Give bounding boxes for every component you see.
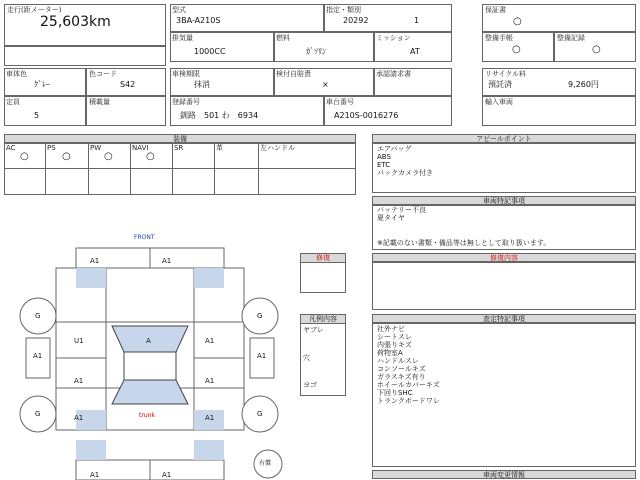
repair-header: 修復内容 <box>372 253 636 262</box>
equipment-col-pw: PW <box>90 144 102 152</box>
diagram-cell-left-side: A1 <box>33 352 43 360</box>
load-label: 積載量 <box>89 98 110 106</box>
warranty-label: 保証書 <box>485 6 506 14</box>
appeal-header: アピールポイント <box>372 134 636 143</box>
inspector-note-8: ホイールカバーキズ <box>377 381 440 389</box>
diagram-cell-front-right: A1 <box>162 257 172 265</box>
equipment-divider <box>4 168 356 169</box>
legend-item-2: 穴 <box>303 354 310 362</box>
fuel-value: ｶﾞｿﾘﾝ <box>306 47 326 56</box>
displacement-value: 1000CC <box>194 47 226 56</box>
model-label: 型式 <box>172 6 186 14</box>
color-code-value: S42 <box>120 80 136 89</box>
repair-body <box>372 262 636 310</box>
equipment-col-sr: SR <box>174 144 184 152</box>
car-diagram <box>0 228 300 480</box>
inspector-notes-header: 査定特記事項 <box>372 314 636 323</box>
equipment-col-divider <box>130 143 131 195</box>
equipment-header: 装備 <box>4 134 356 143</box>
diagram-tire-rl: G <box>35 410 41 418</box>
diagram-cell-left-rear: A1 <box>74 414 84 422</box>
diagram-cell-center: A <box>146 337 151 345</box>
equipment-col-divider <box>214 143 215 195</box>
diagram-tire-fl: G <box>35 312 41 320</box>
designation-value: 20292 <box>343 16 369 25</box>
registration-label: 登録番号 <box>172 98 200 106</box>
inspector-note-3: 内張りキズ <box>377 341 412 349</box>
vehicle-notes-header: 車両特記事項 <box>372 196 636 205</box>
inspector-note-5: ハンドルスレ <box>377 357 419 365</box>
diagram-cell-left-lower: A1 <box>74 377 84 385</box>
mileage-value: 25,603km <box>40 14 111 30</box>
legend-item-1: ヤブレ <box>303 326 324 334</box>
manual-value: ○ <box>512 44 521 55</box>
diagram-cell-rear-left: A1 <box>90 471 100 479</box>
legend-title: 凡例内容 <box>300 314 346 324</box>
equipment-col-divider <box>258 143 259 195</box>
vehicle-notes-line-2: 夏タイヤ <box>377 214 405 222</box>
color-code-label: 色コード <box>89 70 117 78</box>
inspection-label: 車検期限 <box>172 70 200 78</box>
inspection-value: 抹消 <box>194 80 210 89</box>
appeal-line-1: エアバッグ <box>377 145 412 153</box>
payment-notice-label: 検付自賠責 <box>276 70 311 78</box>
chassis-label: 車台番号 <box>326 98 354 106</box>
payment-notice-value: × <box>322 80 329 89</box>
diagram-cell-right-rear: A1 <box>205 414 215 422</box>
equipment-val-ps: ○ <box>62 151 71 162</box>
vehicle-notes-footnote: ※記載のない書類・備品等は無しとして取り扱います。 <box>377 239 551 247</box>
mileage-label: 走行(距メーター) <box>7 6 62 14</box>
inspector-note-6: コンソールキズ <box>377 365 426 373</box>
chassis-value: A210S-0016276 <box>334 111 399 120</box>
manual-label: 整備手帳 <box>485 34 513 42</box>
diagram-cell-rear-right: A1 <box>162 471 172 479</box>
capacity-label: 定員 <box>6 98 20 106</box>
diagram-tire-rr: G <box>257 410 263 418</box>
approval-label: 承認請求書 <box>376 70 411 78</box>
appeal-body <box>372 143 636 193</box>
recycle-amount: 9,260円 <box>568 80 599 89</box>
equipment-col-divider <box>172 143 173 195</box>
inspector-note-10: トランクボードワレ <box>377 397 440 405</box>
diagram-tire-fr: G <box>257 312 263 320</box>
diagram-cell-right-side: A1 <box>257 352 267 360</box>
warranty-value: ○ <box>513 16 522 27</box>
equipment-col-ps: PS <box>47 144 56 152</box>
diagram-cell-front-left: A1 <box>90 257 100 265</box>
mileage-subcell <box>4 46 166 66</box>
body-color-value: ｸﾞﾚｰ <box>34 80 50 89</box>
designation-value2: 1 <box>414 16 420 25</box>
change-info-header: 車両変更情報 <box>372 470 636 479</box>
diagram-trunk-label: trunk <box>139 412 155 419</box>
inspector-note-2: シートスレ <box>377 333 412 341</box>
vehicle-notes-line-1: バッテリー不良 <box>377 206 426 214</box>
inspector-note-4: 荷物室A <box>377 349 403 357</box>
equipment-val-pw: ○ <box>104 151 113 162</box>
inspector-note-7: ガラスキズ有り <box>377 373 426 381</box>
equipment-col-lhd: 左ハンドル <box>260 144 295 152</box>
diagram-front-label: FRONT <box>134 234 155 241</box>
diagram-cell-u1: U1 <box>74 337 84 345</box>
equipment-val-ac: ○ <box>20 151 29 162</box>
equipment-col-divider <box>45 143 46 195</box>
diagram-cell-right-lower: A1 <box>205 377 215 385</box>
repair-label: 修復 <box>300 253 346 263</box>
diagram-cell-right-upper: A1 <box>205 337 215 345</box>
appeal-line-2: ABS <box>377 153 391 161</box>
registration-value: 釧路 501 わ 6934 <box>180 111 259 120</box>
appeal-line-4: バックカメラ付き <box>377 169 433 177</box>
fuel-label: 燃料 <box>276 34 290 42</box>
transmission-value: AT <box>410 47 420 56</box>
legend-item-3: ヨゴ <box>303 381 317 389</box>
ownership-label: 輸入車両 <box>485 98 513 106</box>
equipment-val-navi: ○ <box>146 151 155 162</box>
equipment-col-navi: NAVI <box>132 144 149 152</box>
service-record-label: 整備記録 <box>557 34 585 42</box>
inspector-note-9: 下回りSHC <box>377 389 413 397</box>
transmission-label: ミッション <box>376 34 411 42</box>
recycle-status: 預託済 <box>488 80 512 89</box>
equipment-col-ac: AC <box>6 144 16 152</box>
service-record-value: ○ <box>592 44 601 55</box>
model-value: 3BA-A210S <box>176 16 221 25</box>
equipment-col-leather: 革 <box>216 144 223 152</box>
diagram-stamp: 有償 <box>259 460 272 467</box>
capacity-value: 5 <box>34 111 40 120</box>
appeal-line-3: ETC <box>377 161 391 169</box>
body-color-label: 車体色 <box>6 70 27 78</box>
inspector-note-1: 社外ナビ <box>377 325 405 333</box>
recycle-label: リサイクル料 <box>485 70 527 78</box>
displacement-label: 排気量 <box>172 34 193 42</box>
equipment-col-divider <box>88 143 89 195</box>
designation-label: 指定・類別 <box>326 6 361 14</box>
